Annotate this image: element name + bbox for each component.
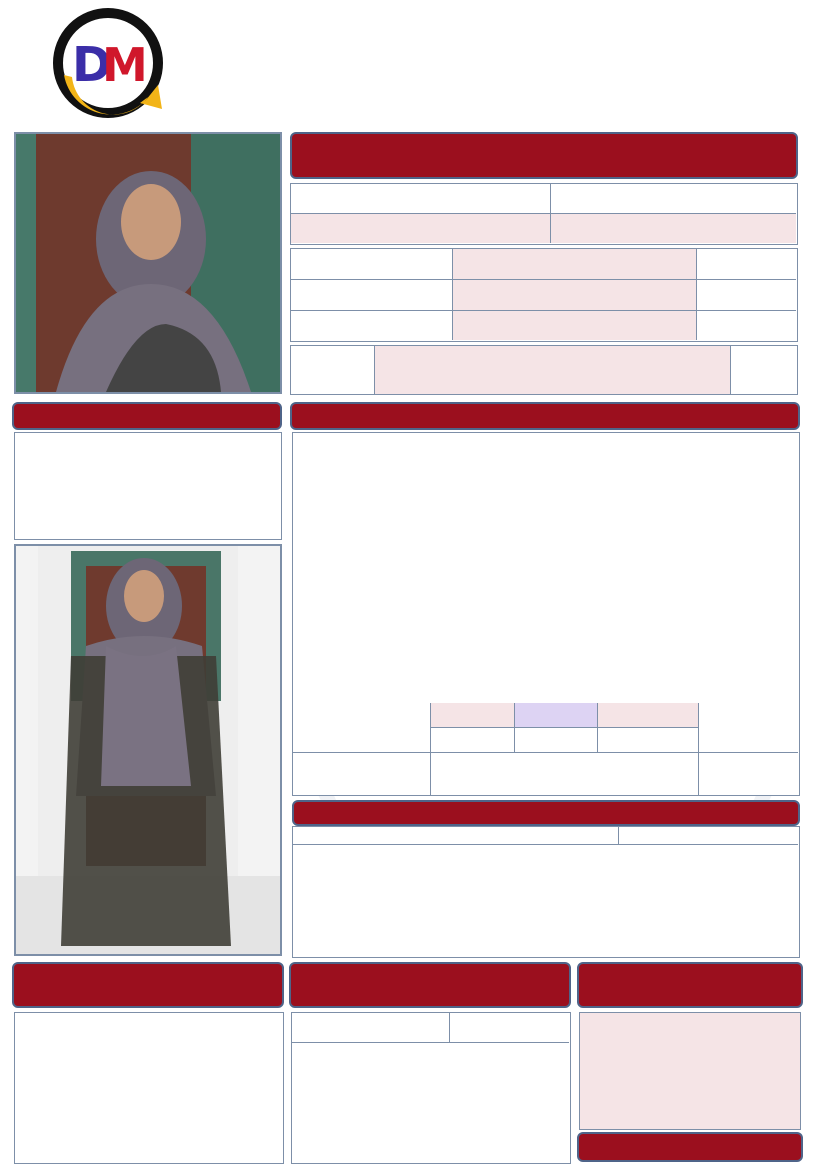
complexion-medium xyxy=(515,703,599,727)
education-arabic xyxy=(699,753,798,795)
personal-details-table xyxy=(292,432,800,796)
salary-arabic xyxy=(697,280,796,310)
referred-by-label xyxy=(291,184,551,213)
complexion-dark-mark xyxy=(598,728,698,752)
arabic-header xyxy=(450,1013,569,1042)
post-arabic xyxy=(697,249,796,279)
passport-table xyxy=(14,1012,284,1164)
name-row xyxy=(290,345,798,395)
complexion-row xyxy=(293,703,798,753)
post-label xyxy=(291,249,453,279)
applicant-portrait-photo xyxy=(14,132,282,394)
destination-value xyxy=(551,214,796,243)
remarks-box xyxy=(579,1012,801,1130)
salary-value xyxy=(453,280,697,310)
referral-table xyxy=(290,183,798,245)
name-value xyxy=(375,346,731,394)
employment-country-header xyxy=(293,827,619,844)
complexion-label xyxy=(293,703,431,752)
salary-label xyxy=(291,280,453,310)
complexion-options xyxy=(431,703,699,752)
education-value xyxy=(431,753,699,795)
company-logo xyxy=(50,5,168,123)
name-label xyxy=(291,346,375,394)
education-label xyxy=(293,753,431,795)
english-header xyxy=(292,1013,450,1042)
complexion-fair-mark xyxy=(431,728,515,752)
passport-details-title xyxy=(12,962,284,1008)
personal-details-title xyxy=(290,402,800,430)
job-table xyxy=(290,248,798,342)
language-title xyxy=(289,962,571,1008)
remarks-date xyxy=(577,1132,803,1162)
employment-table xyxy=(292,826,800,958)
applicant-details-title xyxy=(290,132,798,179)
destination-label xyxy=(551,184,796,213)
referred-by-value xyxy=(291,214,551,243)
post-value xyxy=(453,249,697,279)
name-arabic xyxy=(731,346,795,394)
applicant-full-body-photo xyxy=(14,544,282,956)
contract-arabic xyxy=(697,311,796,340)
complexion-arabic xyxy=(699,703,798,752)
employment-period-header xyxy=(619,827,798,844)
work-experience-title xyxy=(12,402,282,430)
contract-label xyxy=(291,311,453,340)
svg-text:M: M xyxy=(102,38,148,92)
education-row xyxy=(293,753,798,795)
complexion-dark xyxy=(598,703,698,727)
contract-value xyxy=(453,311,697,340)
svg-text:D: D xyxy=(72,37,112,93)
complexion-medium-mark xyxy=(515,728,599,752)
previous-employment-title xyxy=(292,800,800,826)
language-table xyxy=(291,1012,571,1164)
work-experience-table xyxy=(14,432,282,540)
remarks-title xyxy=(577,962,803,1008)
complexion-fair xyxy=(431,703,515,727)
